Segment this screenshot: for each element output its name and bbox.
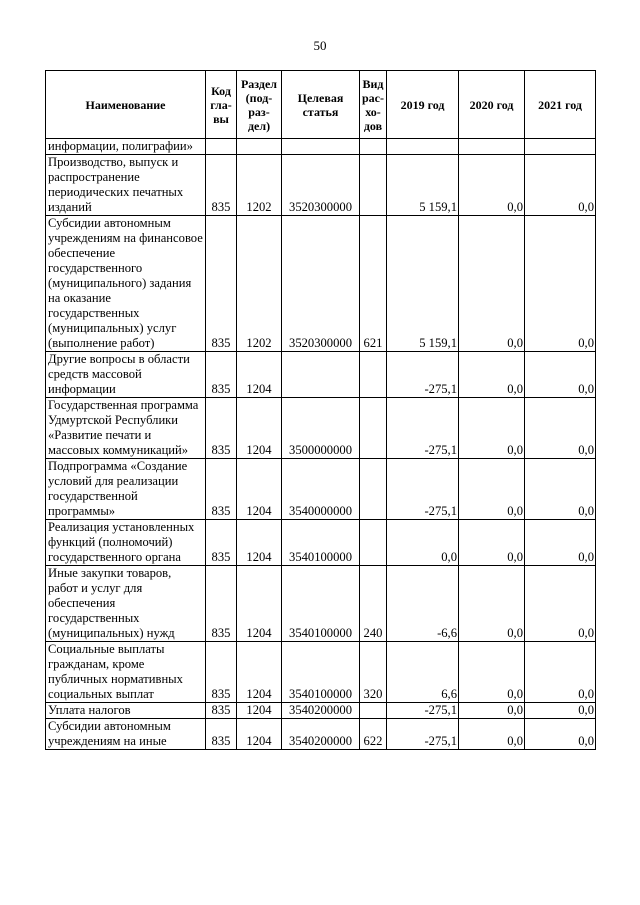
cell-2021: 0,0 (525, 398, 596, 459)
header-target: Целевая статья (282, 71, 360, 139)
cell-name: Подпрограмма «Создание условий для реализации государственной программы» (46, 459, 206, 520)
cell-code: 835 (206, 398, 237, 459)
cell-2020: 0,0 (459, 459, 525, 520)
cell-name: Субсидии автономным учреждениям на иные (46, 719, 206, 750)
cell-section (237, 139, 282, 155)
cell-target: 3540100000 (282, 566, 360, 642)
cell-section: 1204 (237, 398, 282, 459)
cell-target: 3540200000 (282, 703, 360, 719)
table-header-row (46, 71, 596, 139)
cell-code: 835 (206, 216, 237, 352)
cell-2020: 0,0 (459, 520, 525, 566)
header-2020: 2020 год (459, 71, 525, 139)
cell-2021: 0,0 (525, 216, 596, 352)
cell-type (360, 520, 387, 566)
header-section: Раздел (под-раз-дел) (237, 71, 282, 139)
cell-2019: 5 159,1 (387, 216, 459, 352)
cell-code: 835 (206, 719, 237, 750)
cell-2019: -275,1 (387, 459, 459, 520)
header-type: Вид рас-хо-дов (360, 71, 387, 139)
table-row (46, 566, 596, 642)
cell-code (206, 139, 237, 155)
cell-type (360, 398, 387, 459)
cell-name: Субсидии автономным учреждениям на финансовое обеспечение государственного (муниципального) задания на оказание государственных (муниципальных) услуг (выполнение работ) (46, 216, 206, 352)
cell-target: 3540100000 (282, 520, 360, 566)
cell-target: 3520300000 (282, 155, 360, 216)
cell-2020: 0,0 (459, 719, 525, 750)
cell-2021: 0,0 (525, 520, 596, 566)
cell-2020: 0,0 (459, 155, 525, 216)
cell-2019: 6,6 (387, 642, 459, 703)
cell-2020: 0,0 (459, 642, 525, 703)
cell-2019: -275,1 (387, 398, 459, 459)
page-number: 50 (313, 38, 327, 53)
cell-2020: 0,0 (459, 398, 525, 459)
header-2021: 2021 год (525, 71, 596, 139)
header-name: Наименование (46, 71, 206, 139)
table-row (46, 216, 596, 352)
budget-table (45, 70, 596, 750)
cell-code: 835 (206, 566, 237, 642)
cell-name: Уплата налогов (46, 703, 206, 719)
cell-target (282, 139, 360, 155)
cell-section: 1204 (237, 642, 282, 703)
cell-2019: -275,1 (387, 352, 459, 398)
cell-section: 1204 (237, 459, 282, 520)
cell-type (360, 155, 387, 216)
cell-target: 3500000000 (282, 398, 360, 459)
cell-code: 835 (206, 155, 237, 216)
cell-code: 835 (206, 352, 237, 398)
cell-type (360, 139, 387, 155)
cell-2021: 0,0 (525, 352, 596, 398)
cell-name: Социальные выплаты гражданам, кроме публичных нормативных социальных выплат (46, 642, 206, 703)
cell-2019: 5 159,1 (387, 155, 459, 216)
cell-2021: 0,0 (525, 642, 596, 703)
table-row (46, 703, 596, 719)
cell-2021: 0,0 (525, 719, 596, 750)
cell-2021: 0,0 (525, 459, 596, 520)
table-row (46, 520, 596, 566)
cell-2020: 0,0 (459, 216, 525, 352)
cell-section: 1204 (237, 520, 282, 566)
cell-code: 835 (206, 703, 237, 719)
cell-2019: -275,1 (387, 719, 459, 750)
cell-code: 835 (206, 459, 237, 520)
cell-type: 240 (360, 566, 387, 642)
cell-2019: -6,6 (387, 566, 459, 642)
cell-name: Реализация установленных функций (полномочий) государственного органа (46, 520, 206, 566)
cell-code: 835 (206, 642, 237, 703)
table-row (46, 459, 596, 520)
cell-type: 621 (360, 216, 387, 352)
cell-section: 1204 (237, 566, 282, 642)
cell-name: информации, полиграфии» (46, 139, 206, 155)
cell-code: 835 (206, 520, 237, 566)
table-row (46, 642, 596, 703)
cell-target: 3540100000 (282, 642, 360, 703)
cell-section: 1202 (237, 216, 282, 352)
cell-section: 1204 (237, 719, 282, 750)
cell-2019: 0,0 (387, 520, 459, 566)
table-row (46, 398, 596, 459)
cell-name: Иные закупки товаров, работ и услуг для обеспечения государственных (муниципальных) нужд (46, 566, 206, 642)
cell-target: 3540200000 (282, 719, 360, 750)
cell-section: 1204 (237, 703, 282, 719)
cell-name: Другие вопросы в области средств массовой информации (46, 352, 206, 398)
cell-section: 1202 (237, 155, 282, 216)
cell-type (360, 703, 387, 719)
cell-2019: -275,1 (387, 703, 459, 719)
table-row (46, 155, 596, 216)
cell-2021 (525, 139, 596, 155)
cell-2021: 0,0 (525, 566, 596, 642)
cell-2020: 0,0 (459, 352, 525, 398)
cell-name: Производство, выпуск и распространение периодических печатных изданий (46, 155, 206, 216)
table-row (46, 352, 596, 398)
cell-target (282, 352, 360, 398)
cell-2019 (387, 139, 459, 155)
cell-2020: 0,0 (459, 566, 525, 642)
cell-2021: 0,0 (525, 155, 596, 216)
cell-type: 320 (360, 642, 387, 703)
cell-type (360, 459, 387, 520)
cell-name: Государственная программа Удмуртской Республики «Развитие печати и массовых коммуникаций» (46, 398, 206, 459)
cell-2021: 0,0 (525, 703, 596, 719)
header-code: Код гла-вы (206, 71, 237, 139)
cell-type (360, 352, 387, 398)
header-2019: 2019 год (387, 71, 459, 139)
table-row (46, 719, 596, 750)
cell-2020: 0,0 (459, 703, 525, 719)
cell-target: 3540000000 (282, 459, 360, 520)
cell-2020 (459, 139, 525, 155)
cell-target: 3520300000 (282, 216, 360, 352)
table-row (46, 139, 596, 155)
cell-type: 622 (360, 719, 387, 750)
cell-section: 1204 (237, 352, 282, 398)
